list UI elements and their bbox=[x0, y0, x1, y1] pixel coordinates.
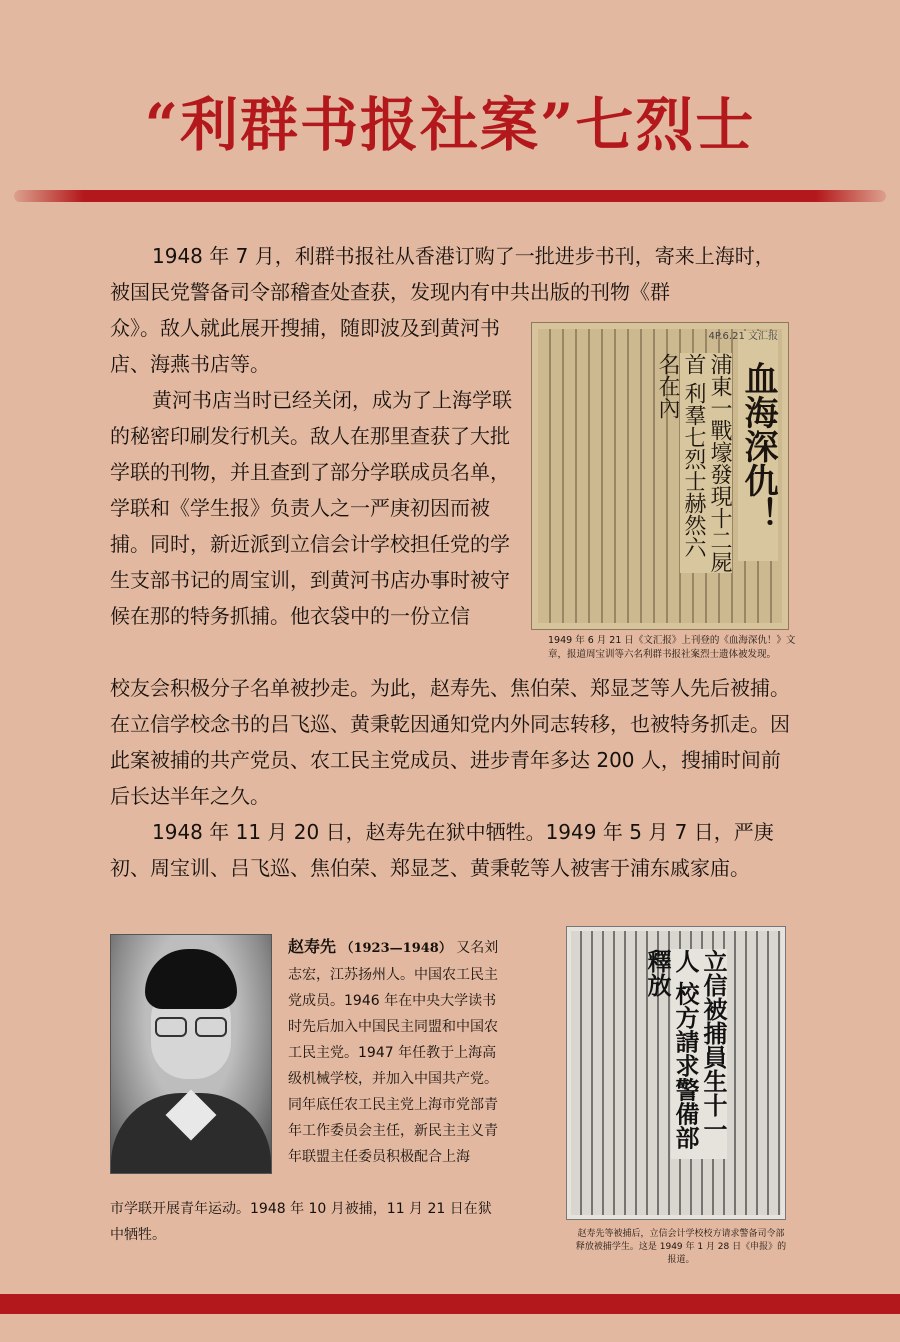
clipping-caption-1: 1949 年 6 月 21 日《文汇报》上刊登的《血海深仇！》文章，报道周宝训等六名利群书报社案烈士遗体被发现。 bbox=[548, 635, 796, 660]
clipping-caption-2: 赵寿先等被捕后，立信会计学校校方请求警备司令部释放被捕学生。这是 1949 年 1 月 28 日《申报》的报道。 bbox=[575, 1229, 787, 1265]
biography-continued: 市学联开展青年运动。1948 年 10 月被捕，11 月 21 日在狱中牺牲。 bbox=[110, 1201, 492, 1243]
footer-divider bbox=[0, 1294, 900, 1314]
glasses-icon bbox=[155, 1017, 227, 1035]
paragraph-2: 黄河书店当时已经关闭，成为了上海学联的秘密印刷发行机关。敌人在那里查获了大批学联的刊物，并且查到了部分学联成员名单，学联和《学生报》负责人之一严庚初因而被捕。同时，新近派到立信会计学校担任党的学生支部书记的周宝训，到黄河书店办事时被守候在那的特务抓捕。他衣袋中的一份立信 bbox=[110, 388, 512, 628]
paragraph-2-continued: 校友会积极分子名单被抄走。为此，赵寿先、焦伯荣、郑显芝等人先后被捕。在立信学校念书的吕飞巡、黄秉乾因通知党内外同志转移，也被特务抓走。因此案被捕的共产党员、农工民主党成员、进步青年多达 200 人，搜捕时间前后长达半年之久。 bbox=[110, 676, 790, 808]
bio-name: 赵寿先 bbox=[288, 937, 337, 956]
bio-text: 又名刘志宏，江苏扬州人。中国农工民主党成员。1946 年在中央大学读书时先后加入中国民主同盟和中国农工民主党。1947 年任教于上海高级机械学校，并加入中国共产党。同年底任农工民主党上海市党部青年工作委员会主任，新民主主义青年联盟主任委员积极配合上海 bbox=[288, 940, 499, 1165]
clipping-subheadline: 浦東一戰壕發現十二屍首 利羣七烈士赫然六名在內 bbox=[655, 353, 732, 573]
bio-years: （1923—1948） bbox=[340, 941, 452, 956]
clipping-handwritten-note: 4P.6.21 文汇报 bbox=[708, 331, 778, 342]
paragraph-1: 1948 年 7 月，利群书报社从香港订购了一批进步书刊，寄来上海时，被国民党警备司令部稽查处查获，发现内有中共出版的刊物《群 bbox=[110, 244, 775, 304]
paragraph-3: 1948 年 11 月 20 日，赵寿先在狱中牺牲。1949 年 5 月 7 日，严庚初、周宝训、吕飞巡、焦伯荣、郑显芝、黄秉乾等人被害于浦东戚家庙。 bbox=[110, 820, 774, 880]
portrait-photo bbox=[110, 934, 272, 1174]
paragraph-1-continued: 众》。敌人就此展开搜捕，随即波及到黄河书店、海燕书店等。 bbox=[110, 316, 500, 376]
newspaper-clipping-shenbao bbox=[566, 926, 786, 1220]
biography bbox=[288, 934, 504, 1170]
page-title: “利群书报社案”七烈士 bbox=[144, 91, 756, 159]
clipping-headline: 立信被捕員生十一人 校方請求警備部釋放 bbox=[671, 949, 727, 1159]
clipping-headline: 血海深仇！ bbox=[738, 331, 778, 561]
title-divider bbox=[14, 190, 886, 202]
newspaper-clipping-wenhuibao bbox=[531, 322, 789, 630]
